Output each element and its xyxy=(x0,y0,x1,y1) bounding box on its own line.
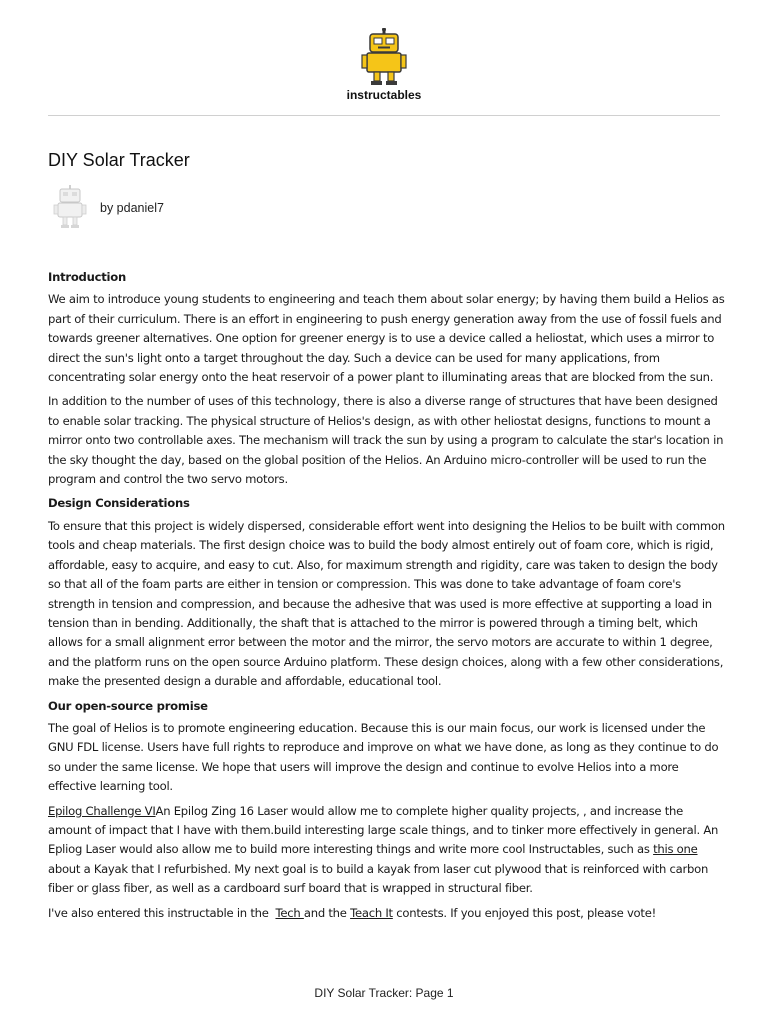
article-title: DIY Solar Tracker xyxy=(48,150,190,170)
article-body xyxy=(48,268,728,928)
promise-paragraph: The goal of Helios is to promote engineering education. Because this is our main focus, our work is licensed under the GNU FDL license. Users have full rights to reproduce and improve on what we have done, as long as they continue to do so under the same license. We hope that users will improve the design and continue to evolve Helios into a more effective learning tool. xyxy=(48,720,719,794)
tech-contest-link[interactable]: Tech xyxy=(275,905,304,920)
teach-it-contest-link[interactable]: Teach It xyxy=(350,905,393,920)
contest-text-1: I've also entered this instructable in the xyxy=(48,905,276,920)
epilog-text-2: about a Kayak that I refurbished. My next goal is to build a kayak from laser cut plywood that is reinforced with carbon fiber or glass fiber, as well as a cardboard surf board that is wrapped in structural fiber. xyxy=(48,861,709,896)
heading-design-considerations: Design Considerations xyxy=(48,496,190,511)
contest-paragraph xyxy=(48,904,728,923)
author-byline[interactable]: by pdaniel7 xyxy=(100,201,164,215)
header-divider xyxy=(48,115,720,116)
contest-text-2: and the xyxy=(303,905,351,920)
contest-text-3: contests. If you enjoyed this post, please vote! xyxy=(392,905,656,920)
heading-open-source-promise: Our open-source promise xyxy=(48,698,208,713)
heading-introduction: Introduction xyxy=(48,270,126,284)
design-paragraph: To ensure that this project is widely dispersed, considerable effort went into designing the Helios to be built with common tools and cheap materials. The first design choice was to build the body almost entirely out of foam core, which is rigid, affordable, easy to acquire, and easy to cut. Also, for maximum strength and rigidity, care was taken to design the body so that all of the foam parts are either in tension or compression. This was done to take advantage of foam core's strength in tension and compression, and because the adhesive that was used is more effective at supporting a load in tension than in bending. Additionally, the shaft that is attached to the mirror is powered through a timing belt, which allows for a small alignment error between the motor and the mirror, the servo motors are accurate to within 1 degree, and the platform runs on the open source Arduino platform. These design choices, along with a few other considerations, make the presented design a durable and affordable, educational tool. xyxy=(48,518,725,689)
brand-name: instructables xyxy=(346,88,422,102)
robot-avatar-icon[interactable] xyxy=(52,184,88,230)
epilog-text-1: An Epilog Zing 16 Laser would allow me to complete higher quality projects, , and increase the amount of impact that I have with them.build interesting large scale things, and to tinker more effectively in general. An Epliog Laser would also allow me to build more interesting things and write more cool Instructables, such as xyxy=(48,803,719,857)
epilog-challenge-link[interactable]: Epilog Challenge VI xyxy=(48,803,156,818)
intro-paragraph-2: In addition to the number of uses of this technology, there is also a diverse range of structures that have been designed to enable solar tracking. The physical structure of Helios's design, as with other heliostat designs, functions to mount a mirror onto two controllable axes. The mechanism will track the sun by using a program to calculate the star's location in the sky thought the day, based on the global position of the Helios. An Arduino micro-controller will be used to run the program and control the two servo motors. xyxy=(48,394,724,487)
instructables-robot-logo[interactable] xyxy=(361,28,407,86)
this-one-link[interactable]: this one xyxy=(653,842,698,857)
intro-paragraph-1: We aim to introduce young students to engineering and teach them about solar energy; by having them build a Helios as part of their curriculum. There is an effort in engineering to push energy generation away from the use of fossil fuels and towards greener alternatives. One option for greener energy is to use a device called a heliostat, which uses a mirror to direct the sun's light onto a target throughout the day. Such a device can be used for many applications, from concentrating solar energy onto the heat reservoir of a power plant to illuminating areas that are blocked from the sun. xyxy=(48,292,725,385)
epilog-paragraph xyxy=(48,802,728,899)
page-footer: DIY Solar Tracker: Page 1 xyxy=(314,986,454,1000)
site-header xyxy=(0,0,768,116)
